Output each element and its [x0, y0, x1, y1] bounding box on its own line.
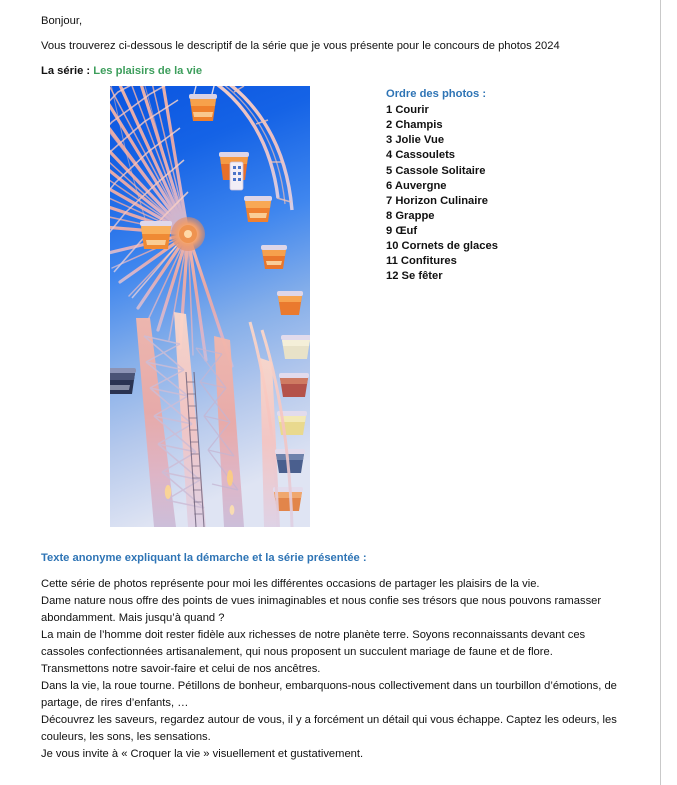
list-item: 11 Confitures: [386, 255, 457, 268]
body-paragraph: La main de l’homme doit rester fidèle aux richesses de notre planète terre. Soyons reconnaissants devant ces cassoles confectionnées artisanalement, qui nous proposent un succulent mariage de faune et de flore.: [41, 629, 586, 658]
list-item: 4 Cassoulets: [386, 149, 456, 162]
body-paragraph: Cette série de photos représente pour moi les différentes occasions de partager les plaisirs de la vie.: [41, 578, 540, 590]
photo-order-block: [386, 87, 616, 284]
list-item: 3 Jolie Vue: [386, 134, 445, 147]
body-paragraph: Dame nature nous offre des points de vues inimaginables et nous confie ses trésors que nous pouvons ramasser abondamment. Mais jusqu’à quand ?: [41, 595, 602, 624]
body-paragraph: Transmettons notre savoir-faire et celui de nos ancêtres.: [41, 663, 321, 675]
gondola: [281, 335, 310, 359]
wheel-hub: [171, 217, 205, 251]
anonymous-text-body: [41, 576, 617, 763]
list-item: 1 Courir: [386, 104, 429, 117]
gondola: [279, 373, 309, 397]
gondola: [244, 196, 272, 222]
list-item: 12 Se fêter: [386, 270, 443, 283]
list-item: 2 Champis: [386, 119, 443, 132]
list-item: 8 Grappe: [386, 209, 435, 222]
list-item: 9 Œuf: [386, 224, 418, 237]
photo-order-title: Ordre des photos :: [386, 88, 487, 100]
body-paragraph: Je vous invite à « Croquer la vie » visuellement et gustativement.: [41, 748, 364, 760]
gondola: [110, 368, 136, 394]
list-item: 10 Cornets de glaces: [386, 240, 498, 253]
series-title: Les plaisirs de la vie: [93, 65, 203, 77]
anonymous-text-title: Texte anonyme expliquant la démarche et la série présentée :: [41, 552, 367, 564]
list-item: 7 Horizon Culinaire: [386, 194, 488, 207]
photo-order-list: [386, 103, 616, 284]
greeting-line: Bonjour,: [41, 15, 83, 27]
series-heading: [41, 63, 202, 79]
series-label: La série :: [41, 65, 94, 77]
page-edge-rule: [660, 0, 661, 785]
gondola: [140, 221, 172, 249]
list-item: 5 Cassole Solitaire: [386, 164, 486, 177]
body-paragraph: Dans la vie, la roue tourne. Pétillons de bonheur, embarquons-nous collectivement dans un tourbillon d’émotions, de partage, de rires d’enfants, …: [41, 680, 617, 709]
intro-paragraph: Vous trouverez ci-dessous le descriptif de la série que je vous présente pour le concours de photos 2024: [41, 40, 560, 52]
ferris-wheel-illustration: [110, 86, 310, 527]
list-item: 6 Auvergne: [386, 179, 447, 192]
gondola: [277, 291, 303, 315]
ferris-wheel-photo: [110, 86, 310, 527]
gondola: [261, 245, 287, 269]
body-paragraph: Découvrez les saveurs, regardez autour de vous, il y a forcément un détail qui vous échappe. Captez les odeurs, les couleurs, les sons, les sensations.: [41, 714, 617, 743]
